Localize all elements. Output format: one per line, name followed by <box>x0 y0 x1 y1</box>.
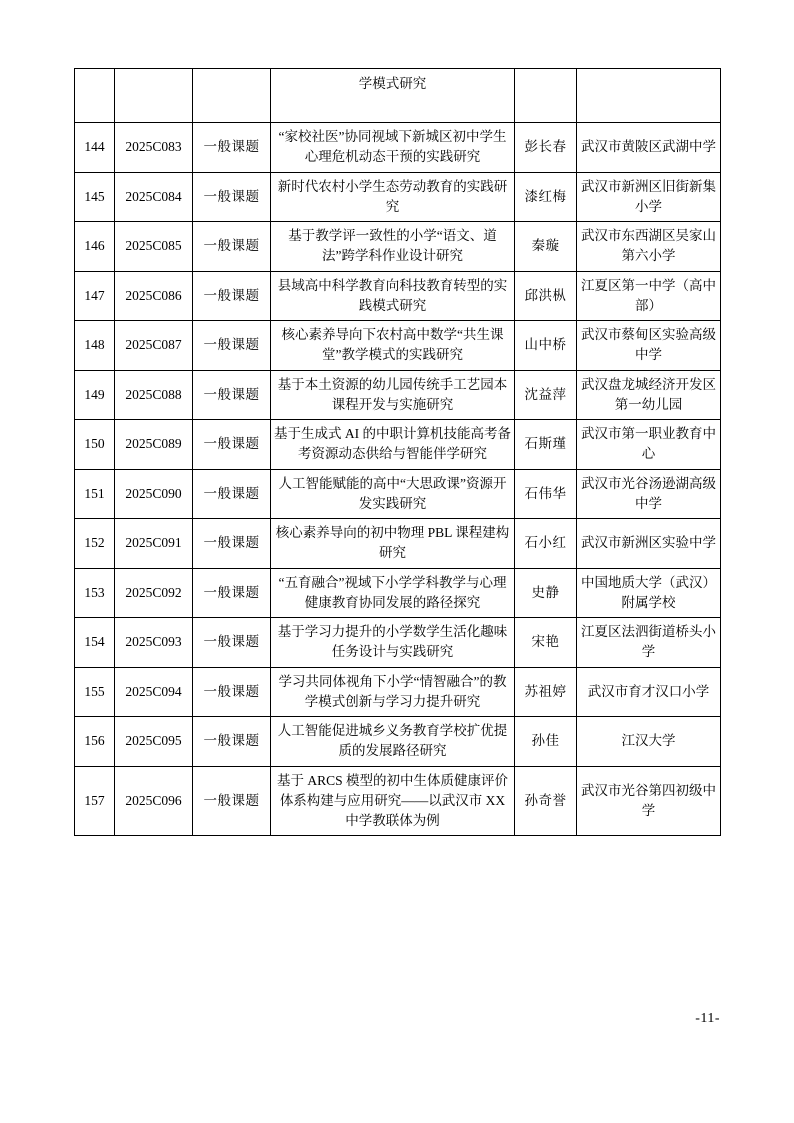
cell-title: “家校社医”协同视域下新城区初中学生心理危机动态干预的实践研究 <box>271 123 515 173</box>
cell-person: 彭长春 <box>515 123 577 173</box>
table-row-continued <box>75 69 721 123</box>
cell-code: 2025C088 <box>115 370 193 420</box>
cell-num: 144 <box>75 123 115 173</box>
cell-num: 145 <box>75 172 115 222</box>
cell-person: 石伟华 <box>515 469 577 519</box>
cell-title: 基于教学评一致性的小学“语文、道法”跨学科作业设计研究 <box>271 222 515 272</box>
cell-num: 146 <box>75 222 115 272</box>
table-row <box>75 766 721 836</box>
cell-code: 2025C094 <box>115 667 193 717</box>
cell-type: 一般课题 <box>193 519 271 569</box>
cell-type: 一般课题 <box>193 172 271 222</box>
cell-code: 2025C093 <box>115 618 193 668</box>
cell-title: 核心素养导向下农村高中数学“共生课堂”教学模式的实践研究 <box>271 321 515 371</box>
cell-num: 157 <box>75 766 115 836</box>
cell-num <box>75 69 115 123</box>
cell-unit: 武汉市新洲区旧街新集小学 <box>577 172 721 222</box>
table-row <box>75 717 721 767</box>
cell-unit <box>577 69 721 123</box>
cell-code <box>115 69 193 123</box>
cell-num: 155 <box>75 667 115 717</box>
cell-title: 核心素养导向的初中物理 PBL 课程建构研究 <box>271 519 515 569</box>
table-row <box>75 222 721 272</box>
cell-code: 2025C083 <box>115 123 193 173</box>
cell-unit: 武汉市光谷汤逊湖高级中学 <box>577 469 721 519</box>
table-row <box>75 568 721 618</box>
cell-unit: 武汉市蔡甸区实验高级中学 <box>577 321 721 371</box>
cell-code: 2025C090 <box>115 469 193 519</box>
table-body <box>75 69 721 836</box>
cell-num: 154 <box>75 618 115 668</box>
cell-title: 学习共同体视角下小学“情智融合”的教学模式创新与学习力提升研究 <box>271 667 515 717</box>
cell-unit: 江夏区法泗街道桥头小学 <box>577 618 721 668</box>
cell-person: 漆红梅 <box>515 172 577 222</box>
cell-type: 一般课题 <box>193 766 271 836</box>
cell-title: 人工智能促进城乡义务教育学校扩优提质的发展路径研究 <box>271 717 515 767</box>
table-row <box>75 321 721 371</box>
cell-type: 一般课题 <box>193 123 271 173</box>
cell-title: 学模式研究 <box>271 69 515 123</box>
cell-title: 新时代农村小学生态劳动教育的实践研究 <box>271 172 515 222</box>
cell-num: 151 <box>75 469 115 519</box>
cell-title: 基于生成式 AI 的中职计算机技能高考备考资源动态供给与智能伴学研究 <box>271 420 515 470</box>
cell-type: 一般课题 <box>193 271 271 321</box>
cell-person: 史静 <box>515 568 577 618</box>
cell-code: 2025C086 <box>115 271 193 321</box>
cell-type <box>193 69 271 123</box>
cell-person: 秦璇 <box>515 222 577 272</box>
cell-person <box>515 69 577 123</box>
cell-unit: 武汉市东西湖区吴家山第六小学 <box>577 222 721 272</box>
cell-num: 147 <box>75 271 115 321</box>
cell-code: 2025C091 <box>115 519 193 569</box>
cell-person: 苏祖婷 <box>515 667 577 717</box>
cell-type: 一般课题 <box>193 469 271 519</box>
cell-num: 150 <box>75 420 115 470</box>
cell-num: 148 <box>75 321 115 371</box>
cell-unit: 中国地质大学（武汉）附属学校 <box>577 568 721 618</box>
cell-code: 2025C087 <box>115 321 193 371</box>
cell-code: 2025C095 <box>115 717 193 767</box>
cell-title: 基于 ARCS 模型的初中生体质健康评价体系构建与应用研究——以武汉市 XX 中学教联体为例 <box>271 766 515 836</box>
cell-title: “五育融合”视域下小学学科教学与心理健康教育协同发展的路径探究 <box>271 568 515 618</box>
cell-code: 2025C085 <box>115 222 193 272</box>
cell-unit: 武汉市光谷第四初级中学 <box>577 766 721 836</box>
cell-code: 2025C092 <box>115 568 193 618</box>
table-row <box>75 123 721 173</box>
cell-title: 基于本土资源的幼儿园传统手工艺园本课程开发与实施研究 <box>271 370 515 420</box>
cell-type: 一般课题 <box>193 321 271 371</box>
cell-num: 149 <box>75 370 115 420</box>
table-row <box>75 172 721 222</box>
cell-unit: 武汉市第一职业教育中心 <box>577 420 721 470</box>
cell-type: 一般课题 <box>193 222 271 272</box>
cell-code: 2025C096 <box>115 766 193 836</box>
table-row <box>75 271 721 321</box>
cell-title: 基于学习力提升的小学数学生活化趣味任务设计与实践研究 <box>271 618 515 668</box>
cell-code: 2025C084 <box>115 172 193 222</box>
page-number: -11- <box>695 1011 720 1026</box>
cell-type: 一般课题 <box>193 568 271 618</box>
table-row <box>75 618 721 668</box>
cell-person: 孙佳 <box>515 717 577 767</box>
cell-person: 山中桥 <box>515 321 577 371</box>
cell-unit: 江汉大学 <box>577 717 721 767</box>
cell-person: 邱洪枞 <box>515 271 577 321</box>
cell-person: 石小红 <box>515 519 577 569</box>
table-row <box>75 469 721 519</box>
table-row <box>75 370 721 420</box>
cell-code: 2025C089 <box>115 420 193 470</box>
table-row <box>75 519 721 569</box>
cell-unit: 武汉盘龙城经济开发区第一幼儿园 <box>577 370 721 420</box>
cell-person: 孙奇誉 <box>515 766 577 836</box>
cell-type: 一般课题 <box>193 420 271 470</box>
cell-num: 156 <box>75 717 115 767</box>
cell-unit: 武汉市黄陂区武湖中学 <box>577 123 721 173</box>
cell-person: 石斯瑾 <box>515 420 577 470</box>
cell-unit: 江夏区第一中学（高中部） <box>577 271 721 321</box>
cell-unit: 武汉市新洲区实验中学 <box>577 519 721 569</box>
cell-unit: 武汉市育才汉口小学 <box>577 667 721 717</box>
cell-type: 一般课题 <box>193 667 271 717</box>
cell-title: 县域高中科学教育向科技教育转型的实践模式研究 <box>271 271 515 321</box>
cell-title: 人工智能赋能的高中“大思政课”资源开发实践研究 <box>271 469 515 519</box>
cell-person: 宋艳 <box>515 618 577 668</box>
cell-type: 一般课题 <box>193 618 271 668</box>
cell-type: 一般课题 <box>193 370 271 420</box>
cell-num: 153 <box>75 568 115 618</box>
cell-num: 152 <box>75 519 115 569</box>
projects-table <box>74 68 721 836</box>
table-row <box>75 667 721 717</box>
cell-type: 一般课题 <box>193 717 271 767</box>
cell-person: 沈益萍 <box>515 370 577 420</box>
projects-table-container <box>74 68 720 836</box>
table-row <box>75 420 721 470</box>
